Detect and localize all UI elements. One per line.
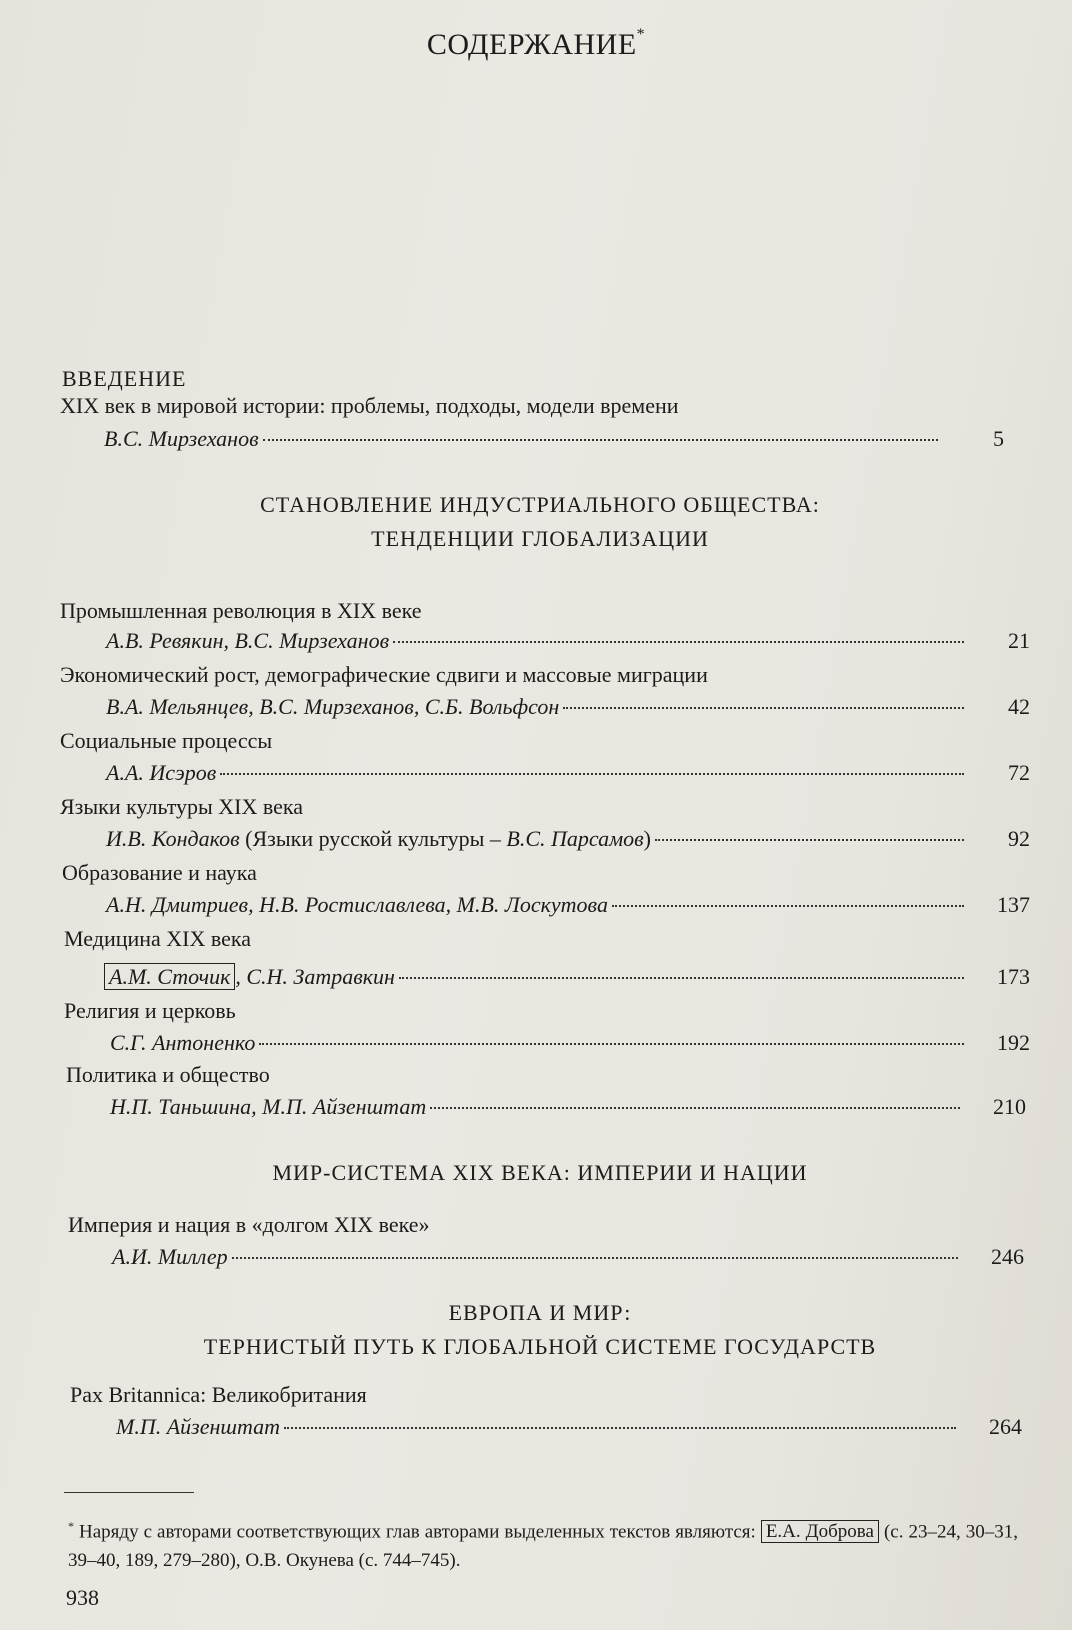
toc-page-number: 42 xyxy=(1008,694,1030,719)
toc-entry-title: Империя и нация в «долгом XIX веке» xyxy=(68,1212,430,1237)
toc-page-number: 92 xyxy=(1008,826,1030,851)
section-heading-2: МИР-СИСТЕМА XIX ВЕКА: ИМПЕРИИ И НАЦИИ xyxy=(272,1160,808,1185)
toc-entry-title: Медицина XIX века xyxy=(64,926,252,951)
leader-dots xyxy=(220,773,964,775)
toc-page-number: 264 xyxy=(989,1414,1022,1439)
toc-entry-title: Языки культуры XIX века xyxy=(60,794,304,819)
show-through-texture xyxy=(560,40,565,280)
toc-page-number: 246 xyxy=(991,1244,1024,1269)
toc-entry-line xyxy=(106,694,1030,720)
toc-page-number: 5 xyxy=(993,426,1004,451)
toc-entry-line xyxy=(104,964,1030,990)
toc-entry-authors: Н.П. Таньшина, М.П. Айзенштат xyxy=(110,1094,427,1119)
toc-entry-authors: М.П. Айзенштат xyxy=(116,1414,281,1439)
toc-entry-title: Экономический рост, демографические сдвиги и массовые миграции xyxy=(60,662,708,687)
toc-entry-authors: А.А. Исэров xyxy=(106,760,217,785)
toc-entry-line xyxy=(112,1244,1024,1270)
leader-dots xyxy=(430,1107,960,1109)
leader-dots xyxy=(655,839,964,841)
leader-dots xyxy=(284,1427,956,1429)
toc-entry-title: Религия и церковь xyxy=(64,998,236,1023)
toc-page-number: 21 xyxy=(1008,628,1030,653)
toc-entry-line xyxy=(106,760,1030,786)
page-number: 938 xyxy=(66,1585,99,1610)
section-heading-3: ЕВРОПА И МИР: ТЕРНИСТЫЙ ПУТЬ К ГЛОБАЛЬНОЙ СИСТЕМЕ ГОСУДАРСТВ xyxy=(203,1300,877,1359)
toc-page-number: 137 xyxy=(997,892,1030,917)
intro-heading: ВВЕДЕНИЕ xyxy=(62,366,187,391)
toc-entry-line xyxy=(106,826,1030,852)
leader-dots xyxy=(259,1043,964,1045)
toc-entry-authors: И.В. Кондаков (Языки русской культуры – В.С. Парсамов) xyxy=(106,826,651,851)
toc-entry-title: Социальные процессы xyxy=(60,728,273,753)
leader-dots xyxy=(263,439,938,441)
leader-dots xyxy=(399,977,964,979)
toc-entry-title: Промышленная революция в XIX веке xyxy=(60,598,422,623)
toc-entry-title: Образование и наука xyxy=(62,860,257,885)
footnote-rule xyxy=(64,1492,194,1493)
leader-dots xyxy=(563,707,964,709)
toc-entry-title: XIX век в мировой истории: проблемы, подходы, модели времени xyxy=(60,393,679,418)
toc-entry-authors: А.М. Сточик , С.Н. Затравкин xyxy=(104,964,395,990)
boxed-author: А.М. Сточик xyxy=(104,963,235,990)
toc-page-number: 210 xyxy=(993,1094,1026,1119)
leader-dots xyxy=(232,1257,958,1259)
boxed-footnote-name: Е.А. Доброва xyxy=(761,1520,879,1543)
toc-entry-line xyxy=(106,892,1030,918)
toc-page-number: 173 xyxy=(997,964,1030,989)
leader-dots xyxy=(393,641,964,643)
toc-entry-title: Политика и общество xyxy=(66,1062,270,1087)
page-title: СОДЕРЖАНИЕ* xyxy=(426,26,646,61)
toc-entry-authors: В.С. Мирзеханов xyxy=(104,426,259,451)
toc-entry-authors: А.И. Миллер xyxy=(112,1244,228,1269)
toc-entry-title: Pax Britannica: Великобритания xyxy=(70,1382,367,1407)
footnote: * Наряду с авторами соответствующих глав авторами выделенных текстов являются: Е.А. Доброва (с. 23–24, 30–31, 39–40, 189, 279–280), О.В. Окунева (с. 744–745). xyxy=(68,1519,1018,1572)
toc-entry-line xyxy=(106,628,1030,654)
toc-entry-authors: В.А. Мельянцев, В.С. Мирзеханов, С.Б. Вольфсон xyxy=(106,694,560,719)
section-heading-1: СТАНОВЛЕНИЕ ИНДУСТРИАЛЬНОГО ОБЩЕСТВА: ТЕНДЕНЦИИ ГЛОБАЛИЗАЦИИ xyxy=(260,492,820,551)
leader-dots xyxy=(612,905,964,907)
toc-entry-authors: С.Г. Антоненко xyxy=(110,1030,256,1055)
toc-entry-line xyxy=(104,426,1004,452)
toc-page-number: 192 xyxy=(997,1030,1030,1055)
toc-page-number: 72 xyxy=(1008,760,1030,785)
toc-entry-line xyxy=(116,1414,1022,1440)
toc-entry-authors: А.Н. Дмитриев, Н.В. Ростиславлева, М.В. Лоскутова xyxy=(106,892,608,917)
toc-entry-line xyxy=(110,1094,1026,1120)
toc-entry-line xyxy=(110,1030,1030,1056)
toc-entry-authors: А.В. Ревякин, В.С. Мирзеханов xyxy=(106,628,390,653)
